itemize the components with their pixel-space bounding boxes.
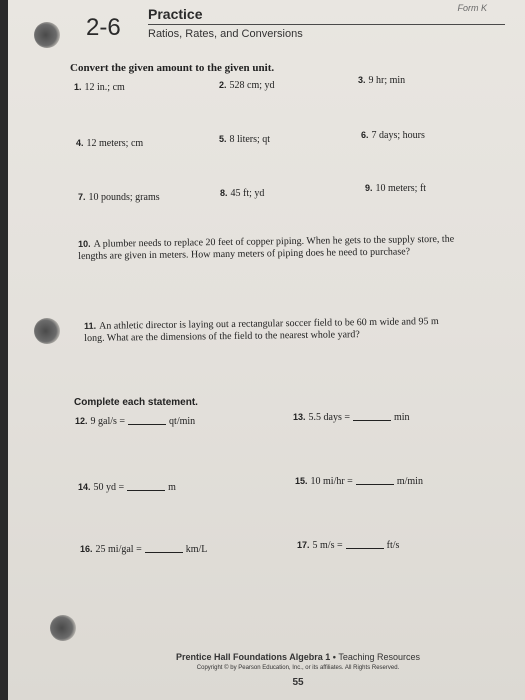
- problem-4: 4. 12 meters; cm: [76, 138, 144, 149]
- problem-13: 13. 5.5 days = min: [293, 412, 410, 423]
- page-title: Practice: [148, 6, 203, 22]
- answer-blank[interactable]: [128, 424, 166, 425]
- problem-1: 1. 12 in.; cm: [74, 82, 125, 93]
- worksheet-page: [8, 0, 525, 700]
- section1-instruction: Convert the given amount to the given unit.: [70, 62, 275, 74]
- footer-book: Prentice Hall Foundations Algebra 1 • Teaching Resources: [176, 652, 420, 662]
- binder-hole-top: [34, 22, 60, 48]
- problem-2: 2. 528 cm; yd: [219, 80, 275, 91]
- problem-6: 6. 7 days; hours: [361, 130, 425, 141]
- problem-7: 7. 10 pounds; grams: [78, 192, 160, 203]
- problem-9: 9. 10 meters; ft: [365, 183, 427, 194]
- binder-hole-middle: [34, 318, 60, 344]
- problem-16: 16. 25 mi/gal = km/L: [80, 544, 208, 555]
- problem-5: 5. 8 liters; qt: [219, 134, 271, 145]
- form-label: Form K: [457, 3, 487, 13]
- problem-11: 11. An athletic director is laying out a rectangular soccer field to be 60 m wide and 95 m long. What are the dimensions of the field to the nearest whole yard?: [84, 316, 439, 344]
- page-number: 55: [292, 677, 304, 688]
- problem-17: 17. 5 m/s = ft/s: [297, 540, 400, 551]
- page-subtitle: Ratios, Rates, and Conversions: [148, 28, 303, 40]
- answer-blank[interactable]: [127, 490, 165, 491]
- problem-8: 8. 45 ft; yd: [220, 188, 265, 199]
- problem-14: 14. 50 yd = m: [78, 482, 176, 493]
- answer-blank[interactable]: [353, 420, 391, 421]
- problem-3: 3. 9 hr; min: [358, 75, 406, 86]
- problem-15: 15. 10 mi/hr = m/min: [295, 476, 423, 487]
- lesson-number: 2-6: [86, 14, 121, 41]
- section2-instruction: Complete each statement.: [74, 397, 198, 408]
- answer-blank[interactable]: [145, 552, 183, 553]
- answer-blank[interactable]: [346, 548, 384, 549]
- problem-12: 12. 9 gal/s = qt/min: [75, 416, 196, 427]
- answer-blank[interactable]: [356, 484, 394, 485]
- binder-hole-bottom: [50, 615, 76, 641]
- footer-copyright: Copyright © by Pearson Education, Inc., or its affiliates. All Rights Reserved.: [196, 665, 400, 671]
- header-rule: [148, 24, 505, 25]
- problem-10: 10. A plumber needs to replace 20 feet of copper piping. When he gets to the supply store, the lengths are given in meters. How many meters of piping does he need to purchase?: [78, 233, 455, 262]
